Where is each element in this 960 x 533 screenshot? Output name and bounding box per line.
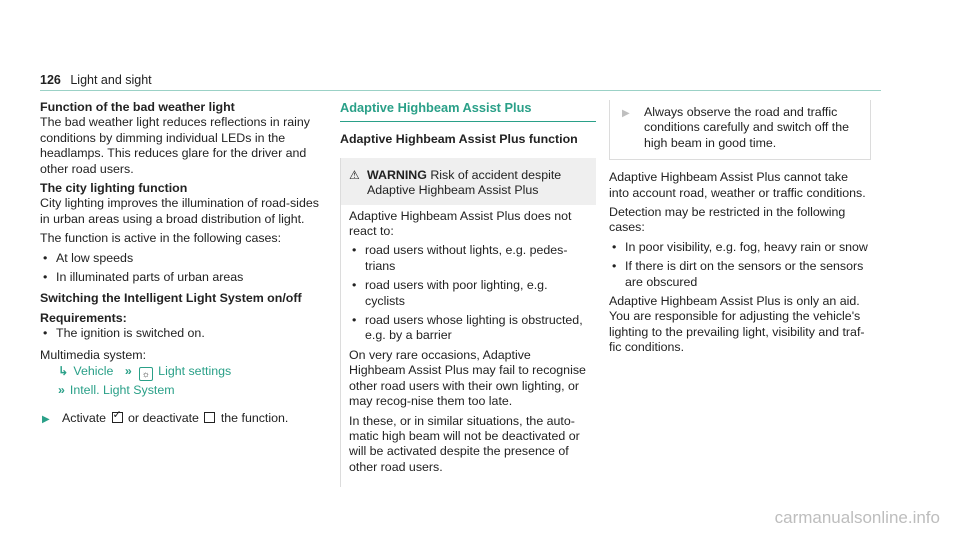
column-right — [609, 100, 871, 360]
list-item: • The ignition is switched on. — [40, 326, 325, 341]
detection-intro: Detection may be restricted in the following cases: — [609, 205, 846, 235]
warning-intro: Adaptive Highbeam Assist Plus does not react to: — [349, 208, 572, 239]
list-item: • road users whose lighting is obstructed, e.g. by a barrier — [349, 313, 588, 344]
bad-weather-heading: Function of the bad weather light — [40, 100, 235, 114]
page-header — [40, 73, 152, 88]
warning-box — [340, 158, 596, 487]
bad-weather-text: The bad weather light reduces reflections in rainy conditions by dimming individual LEDs in the headlamps. This reduces glare for the driver and other road users. — [40, 115, 310, 176]
deactivate-label: or deactivate — [127, 410, 199, 425]
city-lighting-heading: The city lighting function — [40, 181, 188, 196]
warning-header — [341, 158, 596, 205]
list-item: • road users without lights, e.g. pedes-trians — [349, 243, 588, 274]
step-arrow-icon: ▶ — [42, 413, 50, 425]
unchecked-checkbox-icon[interactable] — [204, 412, 215, 423]
column-middle — [340, 100, 596, 487]
activate-step — [40, 411, 325, 426]
note-text: Always observe the road and traffic conditions carefully and switch off the high beam in good time. — [644, 105, 850, 150]
list-item: • In illuminated parts of urban areas — [40, 270, 325, 285]
requirements-label: Requirements: — [40, 310, 127, 325]
note-box — [609, 100, 871, 160]
warning-paragraph: On very rare occasions, Adaptive Highbeam Assist Plus may fail to recognise other road users with their own lighting, or may recog-nise them too late. — [349, 347, 586, 409]
warning-headline: Risk of accident despite Adaptive Highbeam Assist Plus — [367, 167, 562, 198]
function-heading: Adaptive Highbeam Assist Plus function — [340, 132, 578, 147]
menu-intell-light-link[interactable]: Intell. Light System — [69, 383, 175, 398]
page-number: 126 — [40, 73, 61, 87]
menu-arrow-icon: ↳ — [58, 364, 69, 379]
responsibility-text: Adaptive Highbeam Assist Plus is only an aid. You are responsible for adjusting the vehicle's lighting to the prevailing light, visibility and traf-fic conditions. — [609, 294, 865, 355]
city-lighting-text: City lighting improves the illumination of road-sides in urban areas using a broad distribution of light. — [40, 196, 319, 226]
chapter-title: Light and sight — [70, 73, 152, 87]
warning-label: WARNING — [367, 167, 427, 182]
column-left — [40, 100, 325, 426]
requirements-list — [40, 326, 325, 341]
menu-path-line2 — [40, 383, 325, 398]
limitations-text: Adaptive Highbeam Assist Plus cannot take into account road, weather or traffic conditions. — [609, 170, 866, 200]
section-heading: Adaptive Highbeam Assist Plus — [340, 100, 596, 122]
active-cases-list — [40, 251, 325, 286]
warning-body — [341, 205, 596, 488]
menu-vehicle-link[interactable]: Vehicle — [73, 364, 114, 379]
note-arrow-icon: ▶ — [622, 108, 630, 119]
detection-cases-list — [609, 240, 871, 290]
menu-light-settings-link[interactable]: Light settings — [158, 364, 232, 379]
double-chevron-icon: » — [58, 383, 65, 398]
switching-heading: Switching the Intelligent Light System on/off — [40, 291, 302, 306]
list-item: • At low speeds — [40, 251, 325, 266]
activate-label: Activate — [62, 410, 107, 425]
warning-list — [349, 243, 588, 343]
double-chevron-icon: » — [124, 364, 132, 379]
warning-paragraph: In these, or in similar situations, the auto-matic high beam will not be deactivated or will be activated despite the presence of other road users. — [349, 413, 580, 474]
warning-triangle-icon: ⚠ — [349, 167, 360, 182]
list-item: • In poor visibility, e.g. fog, heavy rain or snow — [609, 240, 871, 255]
checked-checkbox-icon[interactable] — [112, 412, 123, 423]
light-settings-icon: ☼ — [139, 367, 153, 381]
list-item: • If there is dirt on the sensors or the sensors are obscured — [609, 259, 871, 290]
multimedia-label: Multimedia system: — [40, 347, 147, 362]
function-label: the function. — [220, 410, 289, 425]
watermark: carmanualsonline.info — [774, 507, 940, 527]
menu-path-line1 — [40, 364, 325, 381]
header-divider — [40, 90, 881, 91]
active-cases-intro: The function is active in the following cases: — [40, 231, 282, 246]
list-item: • road users with poor lighting, e.g. cyclists — [349, 278, 588, 309]
